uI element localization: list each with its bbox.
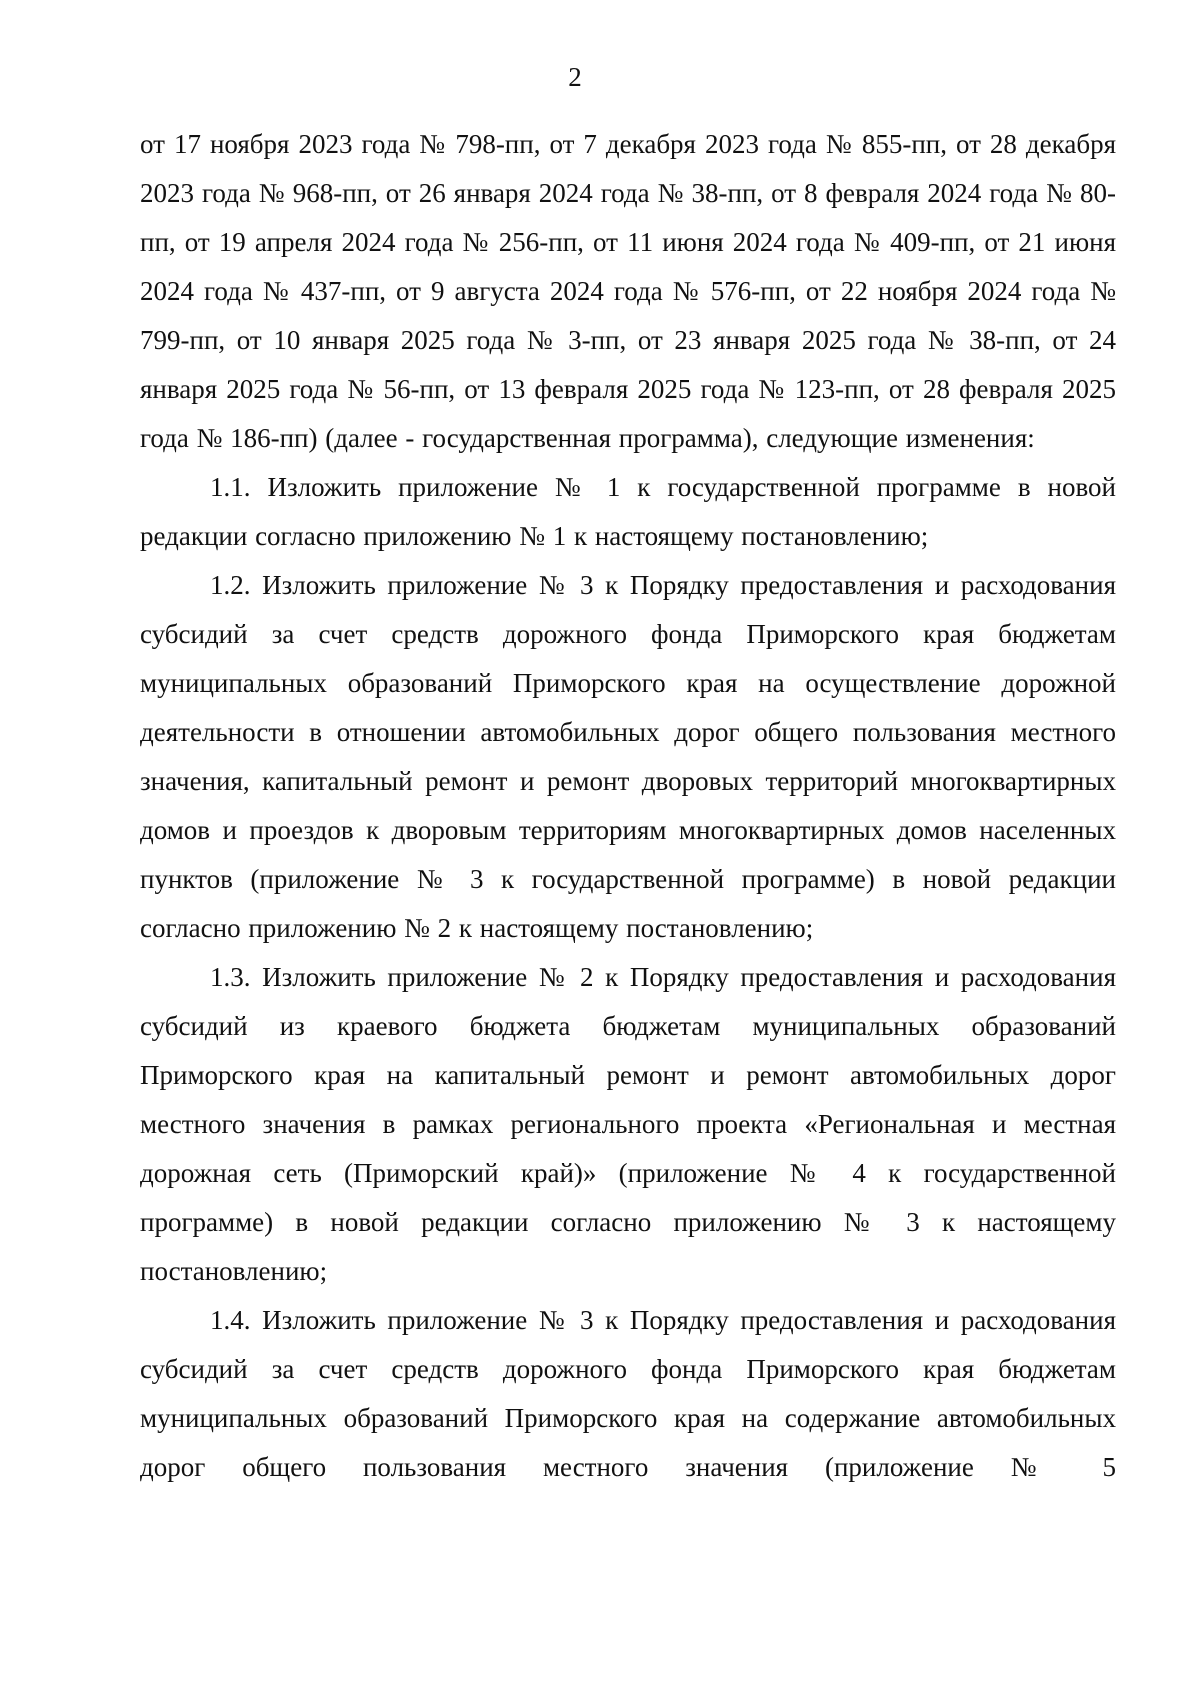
document-body bbox=[140, 120, 1116, 1492]
paragraph-item-1-4: 1.4. Изложить приложение № 3 к Порядку предоставления и расходования субсидий за счет средств дорожного фонда Приморского края бюджетам муниципальных образований Приморского края на содержание автомобильных дорог общего пользования местного значения (приложение № 5 bbox=[140, 1305, 1116, 1482]
paragraph-item-1-2: 1.2. Изложить приложение № 3 к Порядку предоставления и расходования субсидий за счет средств дорожного фонда Приморского края бюджетам муниципальных образований Приморского края на осуществление дорожной деятельности в отношении автомобильных дорог общего пользования местного значения, капитальный ремонт и ремонт дворовых территорий многоквартирных домов и проездов к дворовым территориям многоквартирных домов населенных пунктов (приложение № 3 к государственной программе) в новой редакции согласно приложению № 2 к настоящему постановлению; bbox=[140, 570, 1116, 943]
page-number: 2 bbox=[568, 62, 582, 92]
paragraph-preamble-continuation: от 17 ноября 2023 года № 798-пп, от 7 декабря 2023 года № 855-пп, от 28 декабря 2023 года № 968-пп, от 26 января 2024 года № 38-пп, от 8 февраля 2024 года № 80-пп, от 19 апреля 2024 года № 256-пп, от 11 июня 2024 года № 409-пп, от 21 июня 2024 года № 437-пп, от 9 августа 2024 года № 576-пп, от 22 ноября 2024 года № 799-пп, от 10 января 2025 года № 3-пп, от 23 января 2025 года № 38-пп, от 24 января 2025 года № 56-пп, от 13 февраля 2025 года № 123-пп, от 28 февраля 2025 года № 186-пп) (далее - государственная программа), следующие изменения: bbox=[140, 129, 1116, 453]
paragraph-item-1-1: 1.1. Изложить приложение № 1 к государственной программе в новой редакции согласно приложению № 1 к настоящему постановлению; bbox=[140, 472, 1116, 551]
paragraph-item-1-3: 1.3. Изложить приложение № 2 к Порядку предоставления и расходования субсидий из краевого бюджета бюджетам муниципальных образований Приморского края на капитальный ремонт и ремонт автомобильных дорог местного значения в рамках регионального проекта «Региональная и местная дорожная сеть (Приморский край)» (приложение № 4 к государственной программе) в новой редакции согласно приложению № 3 к настоящему постановлению; bbox=[140, 962, 1116, 1286]
